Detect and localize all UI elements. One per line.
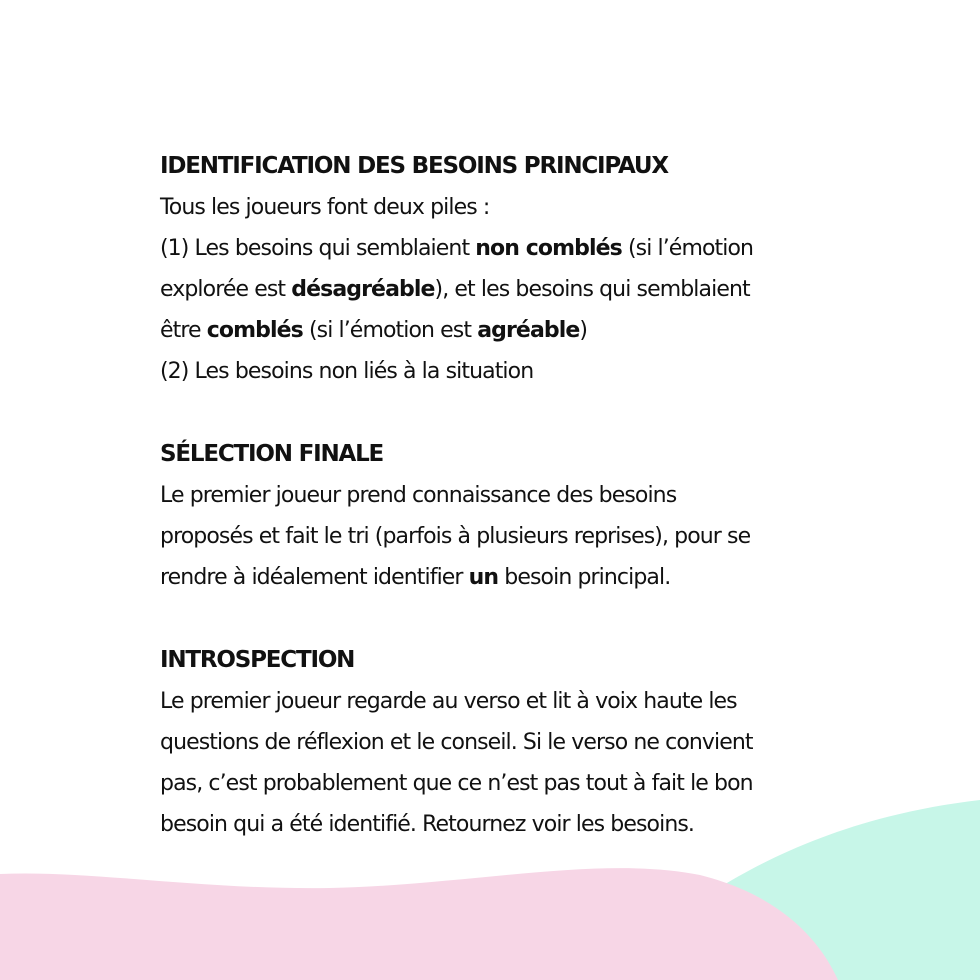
bold-text: désagréable [291,277,435,302]
paragraph-line: Le premier joueur regarde au verso et lit à voix haute les [160,689,737,714]
text-run: explorée est [160,277,292,302]
paragraph-line [160,557,860,598]
paragraph-line: Le premier joueur prend connaissance des besoins [160,483,677,508]
paragraph-line: questions de réflexion et le conseil. Si le verso ne convient [160,730,753,755]
paragraph-line: Tous les joueurs font deux piles : [160,195,490,220]
paragraph-line [160,310,860,351]
text-run: (si l’émotion [621,236,754,261]
paragraph-line: pas, c’est probablement que ce n’est pas tout à fait le bon [160,771,753,796]
paragraph-line: (2) Les besoins non liés à la situation [160,359,534,384]
bold-text: un [468,565,499,590]
pink-blob [0,868,838,980]
section-identification [160,146,860,392]
paragraph-line: proposés et fait le tri (parfois à plusieurs reprises), pour se [160,524,751,549]
paragraph-line [160,228,860,269]
paragraph-line: besoin qui a été identifié. Retournez voir les besoins. [160,812,695,837]
text-run: (si l’émotion est [302,318,478,343]
section-heading: SÉLECTION FINALE [160,441,384,467]
section-heading: IDENTIFICATION DES BESOINS PRINCIPAUX [160,153,668,179]
section-introspection [160,640,860,845]
section-selection-finale [160,434,860,598]
bold-text: agréable [477,318,580,343]
text-run: besoin principal. [498,565,671,590]
paragraph-line [160,269,860,310]
bold-text: comblés [206,318,303,343]
section-heading: INTROSPECTION [160,647,355,673]
text-run: être [160,318,207,343]
text-run: ), et les besoins qui semblaient [434,277,750,302]
text-run: (1) Les besoins qui semblaient [160,236,476,261]
bold-text: non comblés [475,236,622,261]
rules-text [160,146,860,845]
text-run: rendre à idéalement identifier [160,565,469,590]
text-run: ) [579,318,588,343]
